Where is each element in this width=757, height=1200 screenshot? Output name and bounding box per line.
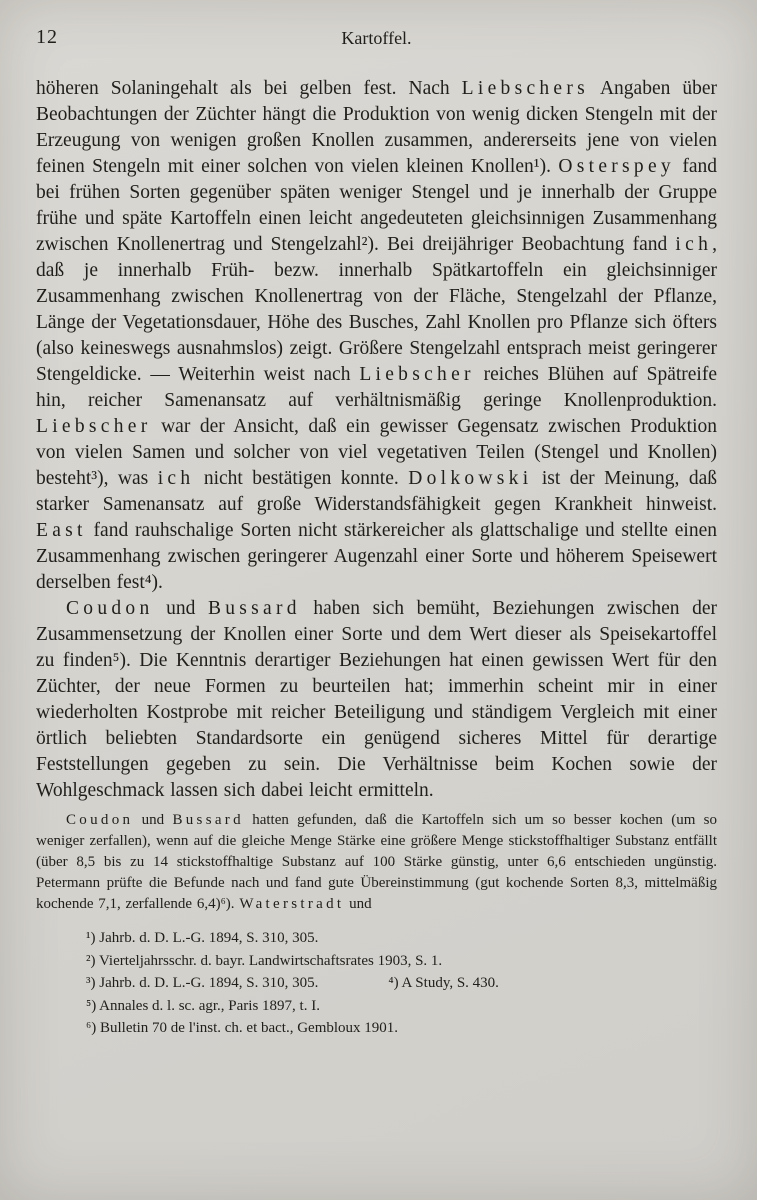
- footnote: ⁴) A Study, S. 430.: [388, 975, 499, 991]
- running-title: Kartoffel.: [341, 28, 412, 48]
- page-number: 12: [36, 26, 58, 48]
- footnote: ¹) Jahrb. d. D. L.-G. 1894, S. 310, 305.: [86, 930, 319, 946]
- text-run: fand rauhschalige Sorten nicht stärkereicher als glattschalige und stellte einen Zusammenhang zwischen geringerer Augenzahl einer Sorte und höherem Speisewert derselben fest⁴).: [36, 520, 717, 593]
- text-run: fand bei frühen Sorten gegenüber späten weniger Stengel und je innerhalb der Gruppe frühe und späte Kartoffeln einen leicht angedeuteten gleichsinnigen Zusammenhang zwischen Knollenertrag und Stengelzahl²). Bei dreijähriger Beobachtung fand: [36, 156, 717, 255]
- footnote-line: [86, 972, 717, 995]
- emphasized-name: Coudon: [66, 812, 134, 828]
- text-run: und: [344, 896, 372, 912]
- emphasized-name: Dolkowski: [408, 468, 533, 489]
- paragraph: [36, 810, 717, 915]
- paragraph: [36, 76, 717, 596]
- text-run: reiches Blühen auf Spätreife hin, reicher Samenansatz auf verhältnismäßig geringe Knollenproduktion.: [36, 364, 717, 411]
- emphasized-name: Liebschers: [461, 78, 590, 99]
- text-run: nicht bestätigen konnte.: [194, 468, 409, 489]
- text-run: Angaben über Beobachtungen der Züchter hängt die Produktion von wenig dicken Stengeln mit der Erzeugung von wenigen großen Knollen zusammen, andererseits jene von vielen feinen Stengeln mit einer solchen von vielen kleinen Knollen¹).: [36, 78, 718, 177]
- footnote-line: [86, 950, 717, 973]
- text-run: und: [153, 598, 208, 619]
- emphasized-name: East: [36, 520, 87, 541]
- text-run: ist der Meinung, daß starker Samenansatz auf große Widerstandsfähigkeit gegen Krankheit hinweist.: [36, 468, 718, 515]
- text-run: und: [133, 812, 173, 828]
- body-text: [36, 76, 717, 915]
- text-run: war der Ansicht, daß ein gewisser Gegensatz zwischen Produktion von vielen Samen und solcher von viel vegetativen Teilen (Stengel und Knollen) besteht³), was: [36, 416, 717, 489]
- footnote-line: [86, 995, 717, 1018]
- emphasized-name: Liebscher: [36, 416, 152, 437]
- text-run: höheren Solaningehalt als bei gelben fest. Nach: [36, 78, 462, 99]
- emphasized-name: ich: [157, 468, 195, 489]
- text-run: , daß je innerhalb Früh- bezw. innerhalb Spätkartoffeln ein gleichsinniger Zusammenhang zwischen Knollenertrag von der Fläche, Stengelzahl der Pflanze, Länge der Vegetationsdauer, Höhe des Busches, Zahl Knollen pro Pflanze sich öfters (also keineswegs ausnahmslos) zeigt. Größere Stengelzahl entsprach meist geringerer Stengeldicke. — Weiterhin weist nach: [36, 234, 717, 385]
- footnote-line: [86, 927, 717, 950]
- footnote: ²) Vierteljahrsschr. d. bayr. Landwirtschaftsrates 1903, S. 1.: [86, 952, 443, 969]
- footnote-line: [86, 1017, 717, 1040]
- footnote: ⁶) Bulletin 70 de l'inst. ch. et bact., Gembloux 1901.: [86, 1020, 399, 1036]
- text-run: hatten gefunden, daß die Kartoffeln sich um so besser kochen (um so weniger zerfallen), wenn auf die gleiche Menge Stärke eine größere Menge stickstoffhaltiger Substanz entfällt (über 8,5 bis zu 14 stickstoffhaltige Substanz auf 100 Stärke günstig, unter 6,6 entschieden ungünstig. Petermann prüfte die Befunde nach und fand gute Übereinstimmung (gut kochende Sorten 8,3, mittelmäßig kochende 7,1, zerfallende 6,4)⁶).: [36, 812, 718, 912]
- footnotes: [36, 927, 717, 1040]
- emphasized-name: Liebscher: [359, 364, 475, 385]
- emphasized-name: Bussard: [172, 812, 244, 828]
- footnote: ⁵) Annales d. l. sc. agr., Paris 1897, t. I.: [86, 997, 320, 1014]
- footnote: ³) Jahrb. d. D. L.-G. 1894, S. 310, 305.: [86, 975, 319, 991]
- paragraph: [36, 596, 717, 804]
- page-header: [36, 24, 717, 60]
- emphasized-name: Waterstradt: [239, 896, 345, 912]
- emphasized-name: Coudon: [66, 598, 154, 619]
- emphasized-name: Osterspey: [558, 156, 675, 177]
- text-run: haben sich bemüht, Beziehungen zwischen der Zusammensetzung der Knollen einer Sorte und dem Wert dieser als Speisekartoffel zu finden⁵). Die Kenntnis derartiger Beziehungen hat einen gewissen Wert für den Züchter, der neue Formen zu beurteilen hat; immerhin scheint mir in einer wiederholten Kostprobe mit reicher Beteiligung und ständigem Vergleich mit einer örtlich beliebten Standardsorte ein genügend sicheres Mittel für derartige Feststellungen gegeben zu sein. Die Verhältnisse beim Kochen sowie der Wohlgeschmack lassen sich dabei leicht ermitteln.: [36, 598, 717, 801]
- emphasized-name: Bussard: [207, 598, 301, 619]
- emphasized-name: ich: [675, 234, 713, 255]
